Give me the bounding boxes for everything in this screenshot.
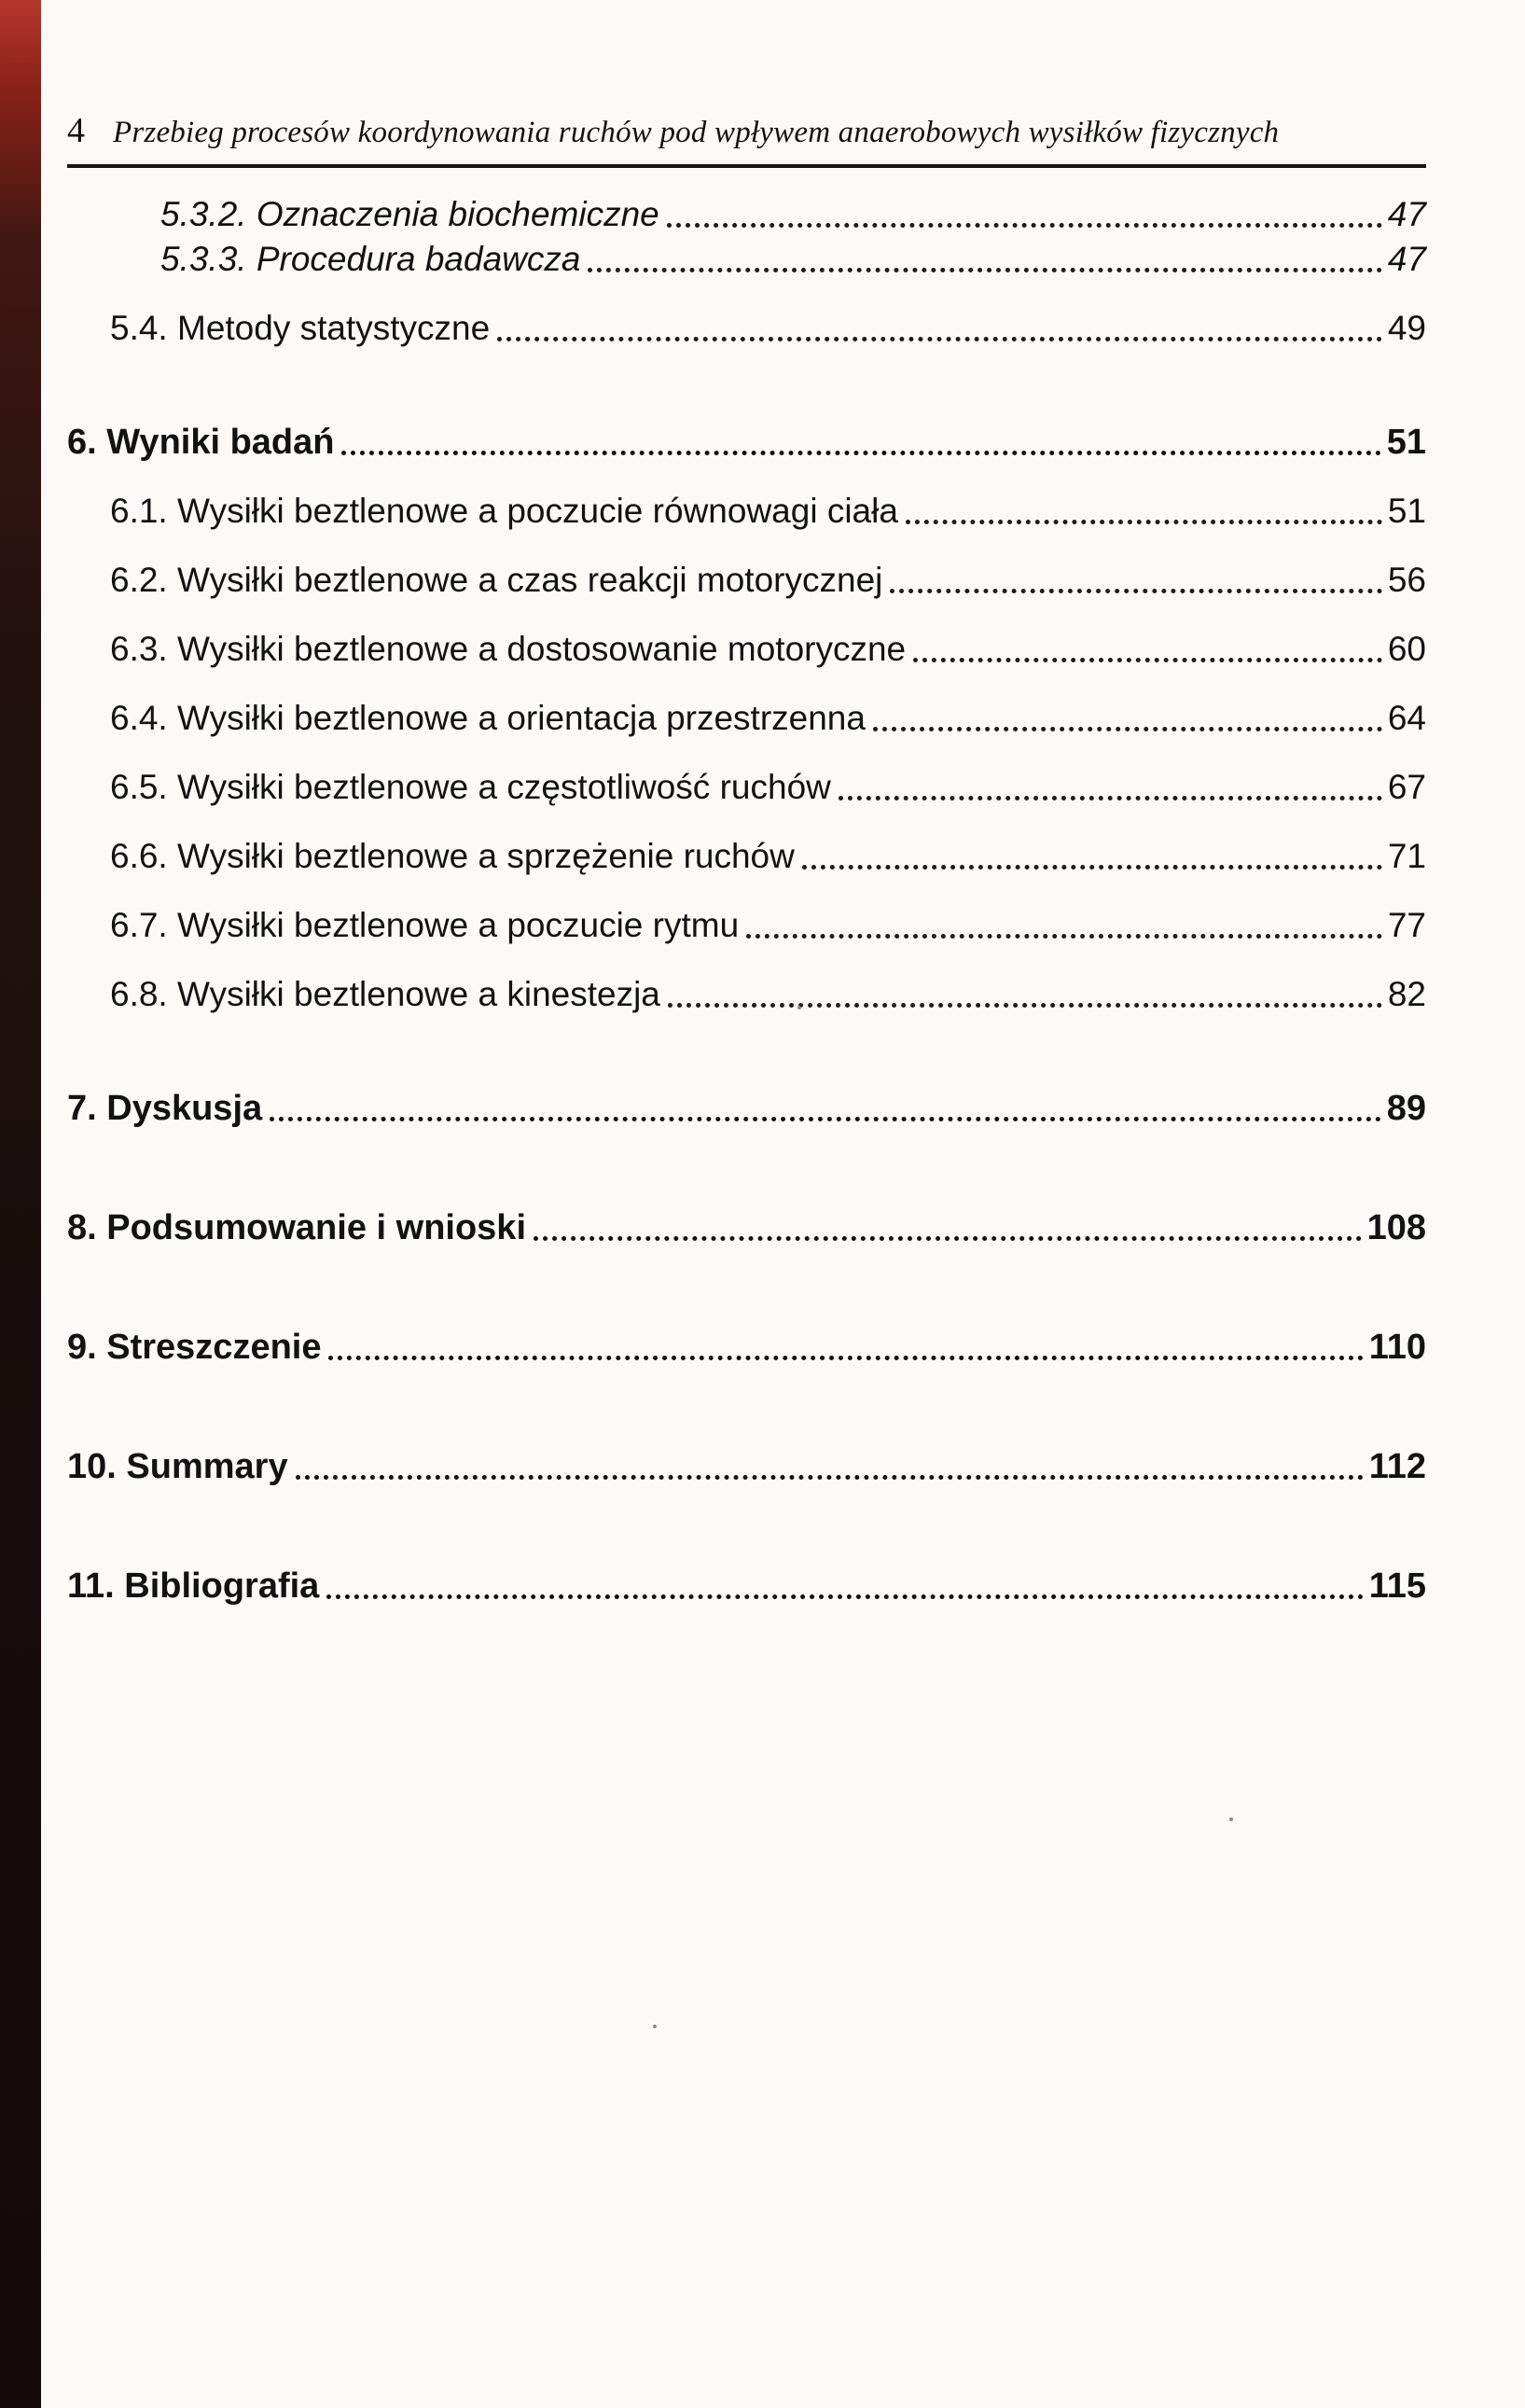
toc-entry-dot-leader	[802, 865, 1382, 870]
toc-entry-label: 6. Wyniki badań	[67, 423, 335, 462]
toc-entry-page-number: 89	[1386, 1089, 1426, 1128]
toc-entry-label: 5.3.2. Oznaczenia biochemiczne	[160, 195, 659, 233]
toc-entry-label: 10. Summary	[67, 1447, 288, 1486]
toc-entry	[67, 767, 1426, 808]
toc-entry	[67, 698, 1426, 739]
toc-entry	[67, 974, 1426, 1015]
toc-entry-label: 6.7. Wysiłki beztlenowe a poczucie rytmu	[110, 906, 740, 944]
toc-entry	[67, 1207, 1426, 1248]
toc-entry-dot-leader	[588, 268, 1381, 272]
toc-entry-page-number: 77	[1387, 906, 1426, 944]
toc-entry-label: 11. Bibliografia	[67, 1566, 320, 1606]
toc-entry-label: 9. Streszczenie	[67, 1328, 322, 1367]
toc-entry-page-number: 60	[1387, 630, 1426, 668]
toc-entry-dot-leader	[296, 1475, 1364, 1480]
page-content	[41, 0, 1525, 2408]
toc-entry-page-number: 71	[1387, 837, 1426, 875]
toc-entry-label: 5.3.3. Procedura badawcza	[160, 240, 581, 278]
toc-entry-label: 8. Podsumowanie i wnioski	[67, 1208, 526, 1247]
running-header	[67, 110, 1426, 168]
toc-entry-page-number: 110	[1368, 1328, 1426, 1367]
toc-entry-label: 7. Dyskusja	[67, 1089, 263, 1128]
scan-speckle	[653, 2025, 657, 2028]
scan-speckle	[797, 1006, 801, 1009]
toc-entry-page-number: 49	[1387, 309, 1426, 347]
toc-entry	[67, 1088, 1426, 1129]
running-header-title: Przebieg procesów koordynowania ruchów pod wpływem anaerobowych wysiłków fizycznych	[113, 116, 1280, 149]
toc-entry-label: 6.8. Wysiłki beztlenowe a kinestezja	[110, 975, 660, 1013]
toc-entry-label: 6.5. Wysiłki beztlenowe a częstotliwość ruchów	[110, 768, 831, 806]
toc-entry-page-number: 64	[1387, 699, 1426, 737]
toc-entry-page-number: 51	[1386, 423, 1426, 462]
toc-entry-page-number: 56	[1387, 561, 1426, 599]
toc-entry-page-number: 115	[1368, 1566, 1426, 1606]
toc-entry-dot-leader	[497, 337, 1382, 341]
toc-entry	[67, 194, 1426, 235]
toc-entry-dot-leader	[326, 1594, 1363, 1599]
toc-entry-dot-leader	[913, 658, 1382, 662]
toc-entry-dot-leader	[906, 520, 1382, 524]
table-of-contents	[67, 194, 1426, 1607]
toc-entry-label: 6.6. Wysiłki beztlenowe a sprzężenie ruchów	[110, 837, 795, 875]
toc-entry	[67, 491, 1426, 532]
toc-entry	[67, 239, 1426, 280]
toc-entry-dot-leader	[890, 589, 1381, 593]
toc-entry-label: 6.2. Wysiłki beztlenowe a czas reakcji motorycznej	[110, 561, 883, 599]
toc-entry	[67, 629, 1426, 670]
toc-entry-dot-leader	[534, 1236, 1362, 1241]
toc-entry-dot-leader	[746, 934, 1382, 939]
toc-entry-page-number: 108	[1366, 1208, 1426, 1247]
toc-entry-label: 6.3. Wysiłki beztlenowe a dostosowanie motoryczne	[110, 630, 907, 668]
toc-entry	[67, 1446, 1426, 1487]
scan-speckle	[1229, 1817, 1233, 1821]
toc-entry-page-number: 112	[1368, 1447, 1426, 1486]
toc-entry	[67, 836, 1426, 877]
toc-entry-dot-leader	[667, 223, 1382, 228]
toc-entry-page-number: 47	[1387, 240, 1426, 278]
toc-entry	[67, 1566, 1426, 1607]
toc-entry-dot-leader	[270, 1117, 1381, 1121]
toc-entry-page-number: 82	[1387, 975, 1426, 1013]
toc-entry-dot-leader	[668, 1003, 1382, 1008]
toc-entry	[67, 308, 1426, 349]
toc-entry-dot-leader	[839, 796, 1382, 800]
page-number: 4	[67, 111, 85, 150]
toc-entry	[67, 905, 1426, 946]
toc-entry-label: 6.1. Wysiłki beztlenowe a poczucie równowagi ciała	[110, 492, 898, 530]
toc-entry-page-number: 67	[1387, 768, 1426, 806]
toc-entry	[67, 1327, 1426, 1368]
toc-entry-dot-leader	[873, 727, 1382, 731]
toc-entry	[67, 422, 1426, 463]
toc-entry-page-number: 47	[1387, 195, 1426, 233]
toc-entry-label: 5.4. Metody statystyczne	[110, 309, 491, 347]
toc-entry	[67, 560, 1426, 601]
scan-edge-bar	[0, 0, 41, 2408]
toc-entry-dot-leader	[328, 1356, 1363, 1360]
toc-entry-dot-leader	[341, 451, 1380, 455]
toc-entry-page-number: 51	[1387, 492, 1426, 530]
toc-entry-label: 6.4. Wysiłki beztlenowe a orientacja przestrzenna	[110, 699, 866, 737]
